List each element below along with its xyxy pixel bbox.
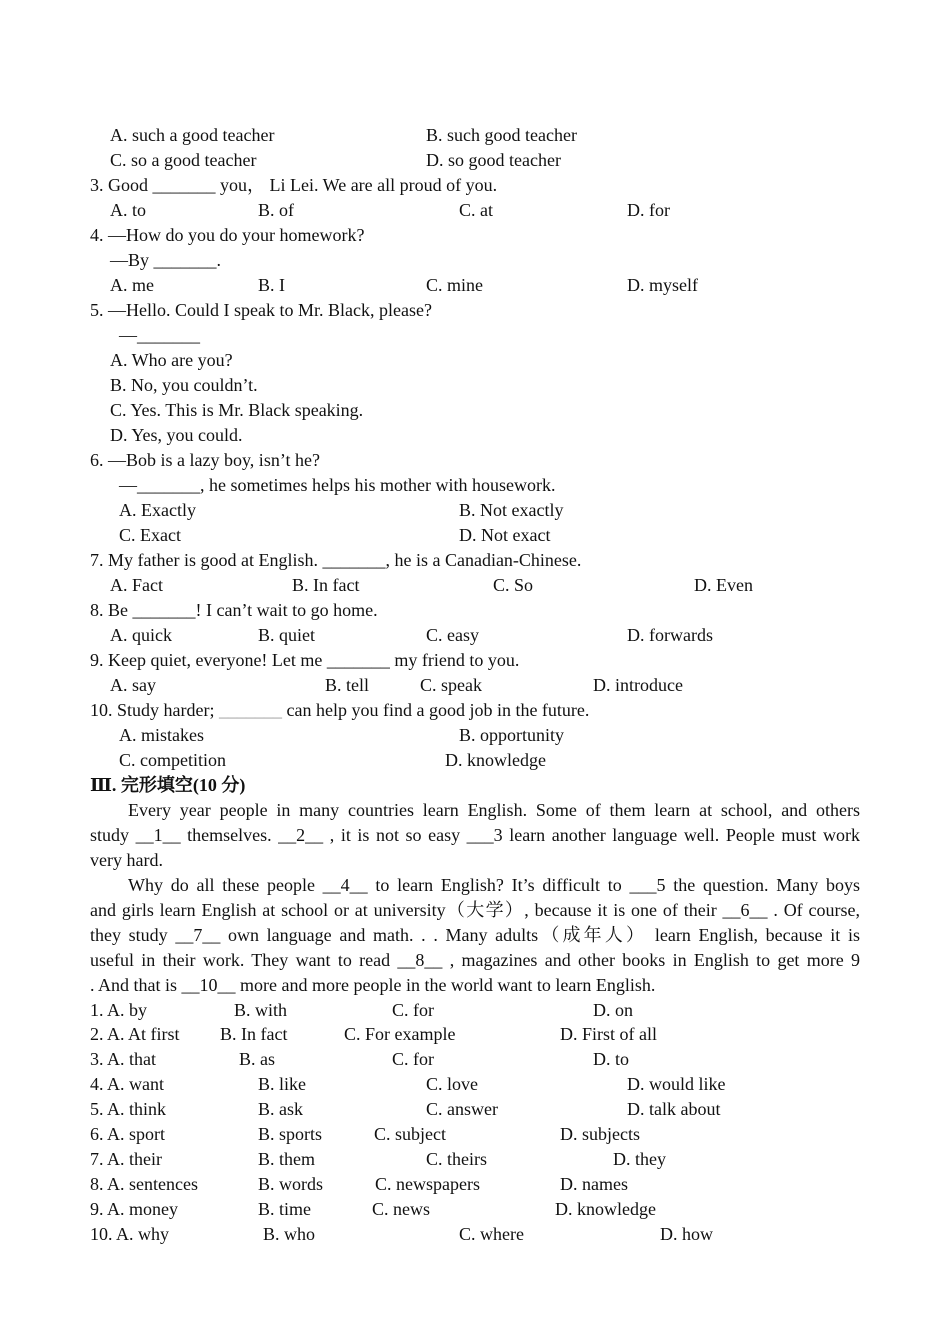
cloze-7-option-b: B. them bbox=[258, 1149, 315, 1169]
q9-option-a: A. say bbox=[110, 675, 156, 695]
cloze-2-option-c: C. For example bbox=[344, 1024, 456, 1044]
cloze-1-option-b: B. with bbox=[234, 1000, 288, 1020]
cloze-1-option-c: C. for bbox=[392, 1000, 434, 1020]
q6-option-b: B. Not exactly bbox=[459, 500, 564, 520]
q10-stem: 10. Study harder; _______ can help you find a good job in the future. bbox=[90, 700, 590, 720]
cloze-10-option-d: D. how bbox=[660, 1224, 713, 1244]
q8-option-b: B. quiet bbox=[258, 625, 315, 645]
cloze-8-option-d: D. names bbox=[560, 1174, 628, 1194]
cloze-3-option-b: B. as bbox=[239, 1049, 275, 1069]
q4-option-a: A. me bbox=[110, 275, 154, 295]
q9-option-d: D. introduce bbox=[593, 675, 683, 695]
cloze-10-option-c: C. where bbox=[459, 1224, 524, 1244]
cloze-4-option-a: 4. A. want bbox=[90, 1074, 164, 1094]
q5-reply: —_______ bbox=[119, 325, 200, 345]
cloze-2-option-a: 2. A. At first bbox=[90, 1024, 180, 1044]
cloze-2-option-d: D. First of all bbox=[560, 1024, 657, 1044]
passage-paragraph-1 bbox=[90, 798, 860, 873]
cloze-5-option-b: B. ask bbox=[258, 1099, 303, 1119]
cloze-8-option-c: C. newspapers bbox=[375, 1174, 480, 1194]
q10-option-c: C. competition bbox=[119, 750, 226, 770]
cloze-1-option-d: D. on bbox=[593, 1000, 633, 1020]
cloze-3-option-a: 3. A. that bbox=[90, 1049, 156, 1069]
cloze-6-option-a: 6. A. sport bbox=[90, 1124, 166, 1144]
q7-option-b: B. In fact bbox=[292, 575, 360, 595]
cloze-9-option-b: B. time bbox=[258, 1199, 311, 1219]
q6-option-a: A. Exactly bbox=[119, 500, 196, 520]
passage-line: very hard. bbox=[90, 850, 163, 870]
q5-option-b: B. No, you couldn’t. bbox=[110, 375, 258, 395]
q5-option-d: D. Yes, you could. bbox=[110, 425, 243, 445]
cloze-9-option-c: C. news bbox=[372, 1199, 430, 1219]
passage-line: they study __7__ own language and math. . . Many adults（成年人） learn English, because it is bbox=[90, 925, 860, 945]
q8-option-a: A. quick bbox=[110, 625, 172, 645]
q9-option-c: C. speak bbox=[420, 675, 482, 695]
q2-option-c: C. so a good teacher bbox=[110, 150, 257, 170]
cloze-4-option-b: B. like bbox=[258, 1074, 306, 1094]
cloze-10-option-a: 10. A. why bbox=[90, 1224, 170, 1244]
q8-stem: 8. Be _______! I can’t wait to go home. bbox=[90, 600, 378, 620]
q2-option-a: A. such a good teacher bbox=[110, 125, 275, 145]
q10-blank: _______ bbox=[218, 700, 282, 720]
cloze-6-option-b: B. sports bbox=[258, 1124, 323, 1144]
q4-option-b: B. I bbox=[258, 275, 285, 295]
q10-option-a: A. mistakes bbox=[119, 725, 204, 745]
cloze-6-option-d: D. subjects bbox=[560, 1124, 640, 1144]
cloze-4-option-d: D. would like bbox=[627, 1074, 726, 1094]
cloze-5-option-a: 5. A. think bbox=[90, 1099, 167, 1119]
cloze-10-option-b: B. who bbox=[263, 1224, 316, 1244]
passage-paragraph-2 bbox=[90, 873, 860, 998]
cloze-1-option-a: 1. A. by bbox=[90, 1000, 148, 1020]
cloze-9-option-a: 9. A. money bbox=[90, 1199, 178, 1219]
q4-option-d: D. myself bbox=[627, 275, 698, 295]
passage-line: . And that is __10__ more and more people in the world want to learn English. bbox=[90, 975, 656, 995]
q3-option-b: B. of bbox=[258, 200, 294, 220]
cloze-5-option-d: D. talk about bbox=[627, 1099, 721, 1119]
q5-option-a: A. Who are you? bbox=[110, 350, 233, 370]
q3-option-d: D. for bbox=[627, 200, 670, 220]
q6-option-d: D. Not exact bbox=[459, 525, 551, 545]
q2-option-b: B. such good teacher bbox=[426, 125, 577, 145]
q6-reply: —_______, he sometimes helps his mother with housework. bbox=[119, 475, 556, 495]
q7-option-a: A. Fact bbox=[110, 575, 163, 595]
q9-option-b: B. tell bbox=[325, 675, 369, 695]
q8-option-d: D. forwards bbox=[627, 625, 713, 645]
cloze-7-option-d: D. they bbox=[613, 1149, 666, 1169]
q6-stem: 6. —Bob is a lazy boy, isn’t he? bbox=[90, 450, 320, 470]
q7-stem: 7. My father is good at English. _______, he is a Canadian-Chinese. bbox=[90, 550, 582, 570]
cloze-8-option-a: 8. A. sentences bbox=[90, 1174, 198, 1194]
q8-option-c: C. easy bbox=[426, 625, 479, 645]
cloze-6-option-c: C. subject bbox=[374, 1124, 446, 1144]
passage-line: Every year people in many countries learn English. Some of them learn at school, and others bbox=[128, 800, 860, 820]
cloze-3-option-d: D. to bbox=[593, 1049, 629, 1069]
passage-line: and girls learn English at school or at university（大学）, because it is one of their __6__ . Of course, bbox=[90, 900, 860, 920]
section-heading: Ⅲ. 完形填空(10 分) bbox=[90, 775, 246, 795]
cloze-7-option-c: C. theirs bbox=[426, 1149, 487, 1169]
q4-stem: 4. —How do you do your homework? bbox=[90, 225, 365, 245]
q7-option-d: D. Even bbox=[694, 575, 753, 595]
q5-option-c: C. Yes. This is Mr. Black speaking. bbox=[110, 400, 364, 420]
cloze-2-option-b: B. In fact bbox=[220, 1024, 288, 1044]
q6-option-c: C. Exact bbox=[119, 525, 181, 545]
cloze-7-option-a: 7. A. their bbox=[90, 1149, 162, 1169]
cloze-3-option-c: C. for bbox=[392, 1049, 434, 1069]
passage-line: Why do all these people __4__ to learn English? It’s difficult to ___5 the question. Many boys bbox=[128, 875, 860, 895]
passage-line: study __1__ themselves. __2__ , it is not so easy ___3 learn another language well. People must work bbox=[90, 825, 860, 845]
cloze-8-option-b: B. words bbox=[258, 1174, 324, 1194]
cloze-9-option-d: D. knowledge bbox=[555, 1199, 656, 1219]
q5-stem: 5. —Hello. Could I speak to Mr. Black, please? bbox=[90, 300, 432, 320]
q7-option-c: C. So bbox=[493, 575, 534, 595]
q3-stem: 3. Good _______ you， Li Lei. We are all proud of you. bbox=[90, 175, 498, 195]
q4-option-c: C. mine bbox=[426, 275, 483, 295]
q4-reply: —By _______. bbox=[110, 250, 222, 270]
cloze-4-option-c: C. love bbox=[426, 1074, 478, 1094]
q3-option-c: C. at bbox=[459, 200, 493, 220]
q10-option-d: D. knowledge bbox=[445, 750, 546, 770]
cloze-5-option-c: C. answer bbox=[426, 1099, 498, 1119]
q3-option-a: A. to bbox=[110, 200, 146, 220]
q9-stem: 9. Keep quiet, everyone! Let me _______ my friend to you. bbox=[90, 650, 520, 670]
q2-option-d: D. so good teacher bbox=[426, 150, 561, 170]
q10-option-b: B. opportunity bbox=[459, 725, 565, 745]
passage-line: useful in their work. They want to read __8__ , magazines and other books in English to get more 9 bbox=[90, 950, 860, 970]
